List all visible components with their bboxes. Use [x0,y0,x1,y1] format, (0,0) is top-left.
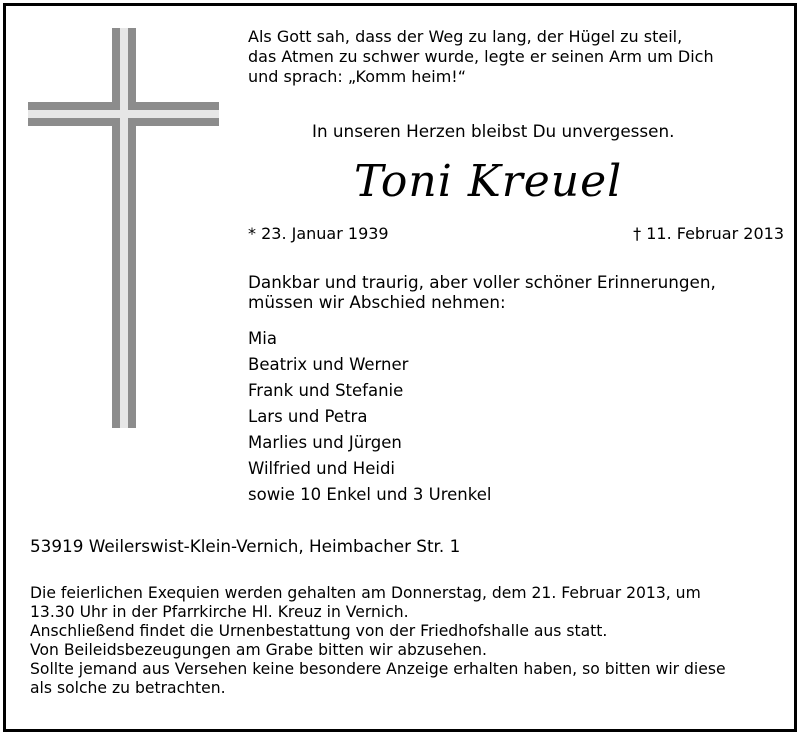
family-list [248,326,491,508]
notice-line: Anschließend findet die Urnenbestattung von der Friedhofshalle aus statt. [30,622,608,640]
poem-line: das Atmen zu schwer wurde, legte er seinen Arm um Dich [248,47,714,66]
motto: In unseren Herzen bleibst Du unvergessen. [312,121,675,141]
notice-line: 13.30 Uhr in der Pfarrkirche Hl. Kreuz in Vernich. [30,603,409,621]
death-date: † 11. Februar 2013 [633,224,784,243]
family-member: sowie 10 Enkel und 3 Urenkel [248,485,492,504]
address: 53919 Weilerswist-Klein-Vernich, Heimbacher Str. 1 [30,536,461,556]
deceased-name: Toni Kreuel [354,156,623,207]
notice-line: Von Beileidsbezeugungen am Grabe bitten wir abzusehen. [30,641,487,659]
notice-line: als solche zu betrachten. [30,679,226,697]
birth-date: * 23. Januar 1939 [248,224,389,243]
poem-line: Als Gott sah, dass der Weg zu lang, der Hügel zu steil, [248,27,683,46]
notice-line: Sollte jemand aus Versehen keine besondere Anzeige erhalten haben, so bitten wir diese [30,660,726,678]
poem-line: und sprach: „Komm heim!“ [248,67,466,86]
farewell-line: müssen wir Abschied nehmen: [248,292,506,312]
obituary-notice [3,3,797,732]
family-member: Frank und Stefanie [248,381,404,400]
family-member: Wilfried und Heidi [248,459,396,478]
family-member: Mia [248,329,277,348]
family-member: Lars und Petra [248,407,368,426]
notice-line: Die feierlichen Exequien werden gehalten am Donnerstag, dem 21. Februar 2013, um [30,584,701,602]
funeral-notice [30,584,726,698]
poem [248,27,714,87]
farewell-text [248,272,716,312]
family-member: Beatrix und Werner [248,355,409,374]
farewell-line: Dankbar und traurig, aber voller schöner Erinnerungen, [248,272,716,292]
family-member: Marlies und Jürgen [248,433,402,452]
